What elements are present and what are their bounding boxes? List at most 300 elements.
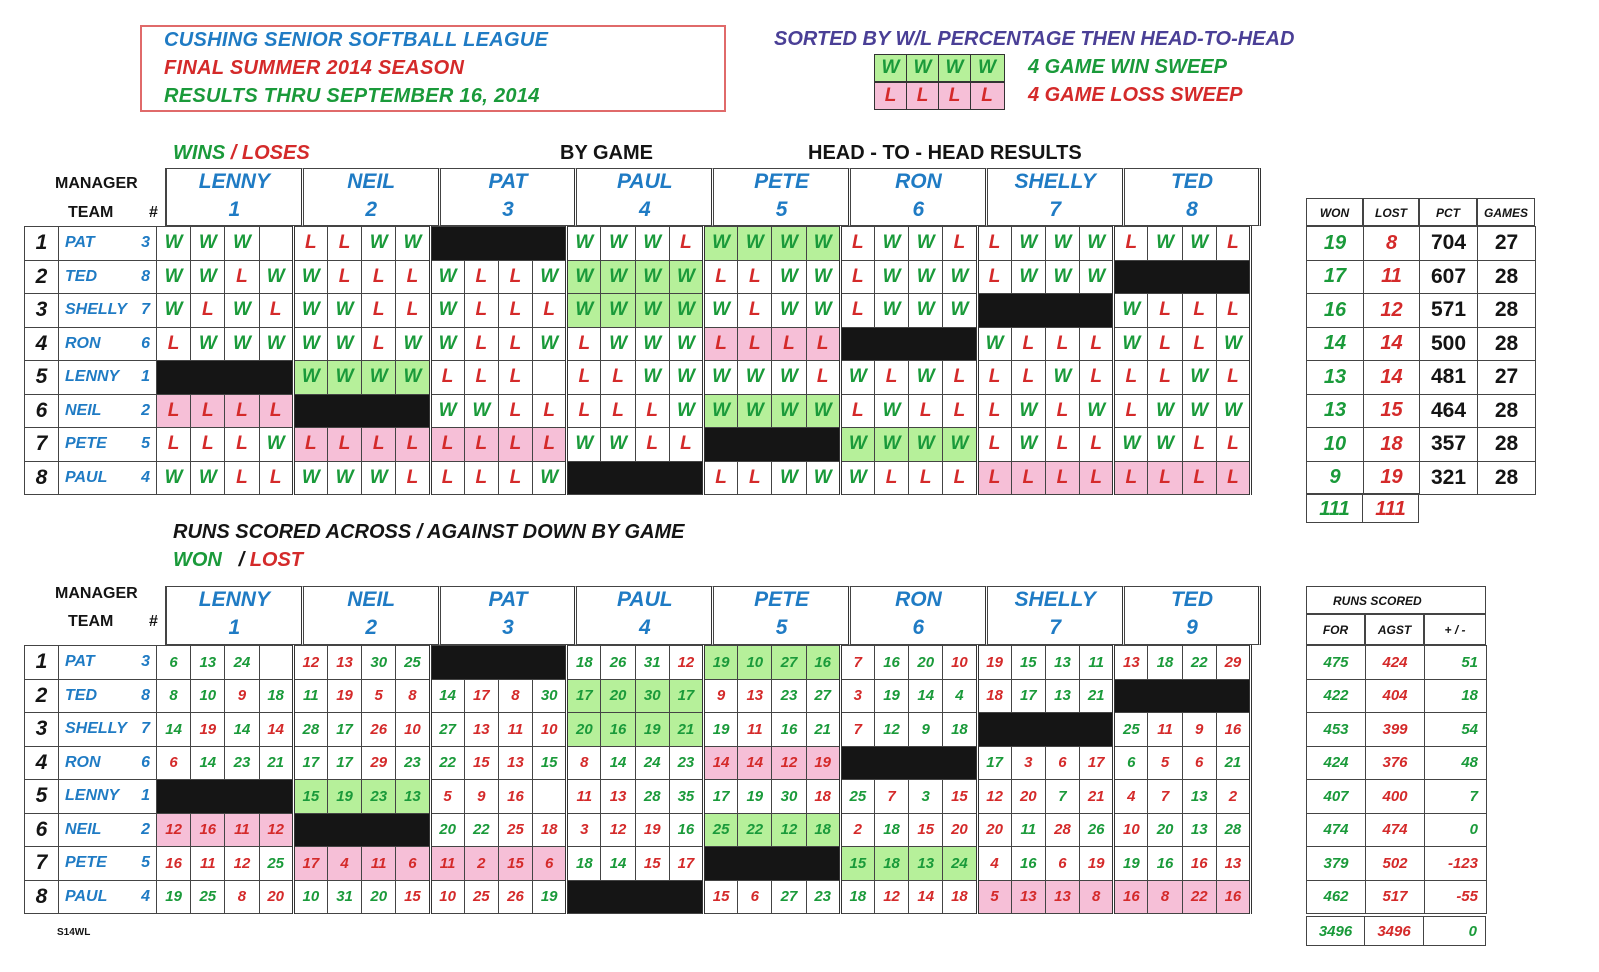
runs-header-plusminus: + / -	[1424, 614, 1486, 645]
stat-header-pct: PCT	[1419, 198, 1477, 226]
game-cell: 15	[840, 847, 874, 881]
game-cell: W	[567, 428, 601, 462]
game-cell: L	[498, 294, 532, 328]
game-cell: W	[669, 294, 703, 328]
self-matchup-block	[1114, 260, 1251, 294]
table-row	[25, 880, 1251, 914]
grand-total-for: 3496	[1306, 916, 1365, 946]
by-game-label: BY GAME	[560, 142, 653, 164]
game-cell: L	[1080, 361, 1114, 395]
runs-title: RUNS SCORED ACROSS / AGAINST DOWN BY GAME	[173, 521, 685, 543]
game-cell: 2	[840, 813, 874, 847]
hash-label: #	[149, 204, 158, 221]
game-cell: 14	[704, 746, 738, 780]
game-cell: W	[840, 428, 874, 462]
game-cell: L	[327, 428, 361, 462]
game-cell: 17	[704, 780, 738, 814]
game-cell: 22	[430, 746, 464, 780]
game-cell: L	[977, 260, 1011, 294]
grand-total-diff: 0	[1424, 916, 1486, 946]
game-cell: W	[635, 260, 669, 294]
game-cell: L	[1011, 361, 1045, 395]
team-number-cell: 3	[133, 646, 157, 680]
manager-name: TED	[1170, 170, 1213, 193]
table-row	[25, 713, 1251, 747]
game-cell: W	[806, 461, 840, 495]
game-cell: W	[1148, 394, 1182, 428]
game-cell: 25	[191, 880, 225, 914]
game-cell: L	[943, 461, 977, 495]
rank-cell: 5	[25, 361, 59, 395]
game-cell: L	[909, 394, 943, 428]
game-cell: 13	[1216, 847, 1250, 881]
game-cell: 31	[635, 646, 669, 680]
game-cell: W	[738, 361, 772, 395]
team-number-cell: 1	[133, 780, 157, 814]
game-cell: L	[1114, 227, 1148, 261]
runs-agst: 517	[1366, 880, 1425, 914]
game-cell: W	[1148, 227, 1182, 261]
game-cell: 14	[259, 713, 293, 747]
legend-w-2: W	[907, 55, 939, 81]
table-row	[25, 646, 1251, 680]
game-cell: W	[157, 227, 191, 261]
standings-won: 17	[1307, 260, 1364, 294]
game-cell: 13	[1045, 646, 1079, 680]
game-cell: W	[1080, 260, 1114, 294]
game-cell: 7	[1045, 780, 1079, 814]
league-title: CUSHING SENIOR SOFTBALL LEAGUE	[164, 29, 549, 51]
game-cell: W	[1011, 227, 1045, 261]
title-box	[140, 25, 726, 112]
game-cell: W	[806, 394, 840, 428]
team-label: TEAM	[68, 204, 114, 221]
game-cell: W	[704, 394, 738, 428]
game-cell: 19	[1114, 847, 1148, 881]
game-cell: L	[1080, 327, 1114, 361]
game-cell: 15	[464, 746, 498, 780]
game-cell: 21	[669, 713, 703, 747]
rank-cell: 2	[25, 260, 59, 294]
game-cell: 18	[806, 813, 840, 847]
standings-pct: 481	[1420, 361, 1478, 395]
game-cell: 7	[874, 780, 908, 814]
manager-label: MANAGER	[55, 175, 138, 192]
game-cell: L	[977, 227, 1011, 261]
game-cell: 20	[909, 646, 943, 680]
game-cell: L	[430, 461, 464, 495]
standings-games: 28	[1478, 428, 1536, 462]
game-cell: 10	[738, 646, 772, 680]
manager-name: PETE	[754, 170, 810, 193]
game-cell: L	[943, 394, 977, 428]
game-cell: W	[327, 461, 361, 495]
rank-cell: 6	[25, 813, 59, 847]
legend-l-3: L	[939, 83, 971, 109]
self-matchup-block	[293, 813, 430, 847]
game-cell: 6	[533, 847, 567, 881]
team-name-cell: TED	[59, 679, 133, 713]
game-cell: 8	[498, 679, 532, 713]
game-cell: L	[327, 260, 361, 294]
standings-games: 27	[1478, 361, 1536, 395]
game-cell: W	[362, 461, 396, 495]
game-cell: 12	[669, 646, 703, 680]
game-cell: L	[1182, 327, 1216, 361]
game-cell: 23	[362, 780, 396, 814]
team-name-cell: SHELLY	[59, 713, 133, 747]
standings-won: 13	[1307, 394, 1364, 428]
game-cell: W	[806, 227, 840, 261]
game-cell: 17	[1011, 679, 1045, 713]
game-cell: L	[738, 327, 772, 361]
game-cell: 6	[157, 646, 191, 680]
total-won: 111	[1306, 493, 1363, 523]
game-cell: W	[327, 327, 361, 361]
game-cell: L	[464, 461, 498, 495]
manager-number: 4	[638, 616, 651, 639]
runs-row	[1307, 713, 1487, 747]
game-cell: 15	[704, 880, 738, 914]
manager-number: 1	[228, 616, 241, 639]
legend-w-4: W	[978, 57, 996, 78]
game-cell	[533, 361, 567, 395]
game-cell: W	[293, 461, 327, 495]
game-cell: L	[1114, 461, 1148, 495]
game-cell: 25	[464, 880, 498, 914]
team-name-cell: PAUL	[59, 880, 133, 914]
standings-games: 27	[1478, 227, 1536, 261]
standings-games: 28	[1478, 394, 1536, 428]
game-cell: 17	[464, 679, 498, 713]
manager-number: 3	[502, 198, 514, 221]
manager-name: PAT	[488, 170, 528, 193]
game-cell: W	[259, 260, 293, 294]
team-number-cell: 5	[133, 847, 157, 881]
game-cell: L	[191, 394, 225, 428]
game-cell: 9	[704, 679, 738, 713]
game-cell: 7	[840, 646, 874, 680]
game-cell: 15	[1011, 646, 1045, 680]
head-to-head-table	[24, 226, 1252, 495]
self-matchup-block	[567, 461, 704, 495]
runs-for: 424	[1307, 746, 1366, 780]
game-cell: 11	[362, 847, 396, 881]
game-cell: 16	[1216, 713, 1250, 747]
game-cell: 20	[259, 880, 293, 914]
runs-header-agst: AGST	[1365, 614, 1424, 645]
game-cell: 3	[1011, 746, 1045, 780]
manager-name: TED	[1170, 588, 1213, 611]
runs-diff: -123	[1425, 847, 1487, 881]
season-title: FINAL SUMMER 2014 SEASON	[164, 57, 465, 79]
team-name-cell: RON	[59, 327, 133, 361]
manager-name: SHELLY	[1014, 170, 1096, 193]
standings-won: 16	[1307, 294, 1364, 328]
game-cell: 15	[533, 746, 567, 780]
rank-cell: 2	[25, 679, 59, 713]
game-cell: 18	[977, 679, 1011, 713]
game-cell: W	[430, 327, 464, 361]
game-cell: W	[327, 294, 361, 328]
self-matchup-block	[293, 394, 430, 428]
footer-code: S14WL	[57, 927, 91, 938]
game-cell: L	[396, 428, 430, 462]
game-cell: L	[327, 227, 361, 261]
game-cell: 13	[464, 713, 498, 747]
standings-pct: 704	[1420, 227, 1478, 261]
game-cell: W	[1216, 327, 1250, 361]
team-number-cell: 8	[133, 679, 157, 713]
game-cell: L	[1148, 361, 1182, 395]
manager-name: SHELLY	[1014, 588, 1096, 611]
game-cell: 26	[1080, 813, 1114, 847]
manager-name: LENNY	[198, 588, 270, 611]
legend-l-1: L	[875, 83, 907, 109]
game-cell: 19	[977, 646, 1011, 680]
manager-name: NEIL	[347, 170, 396, 193]
game-cell: 16	[1216, 880, 1250, 914]
self-matchup-block	[157, 780, 294, 814]
manager-number: 2	[365, 198, 378, 221]
game-cell: L	[498, 461, 532, 495]
manager-number: 9	[1186, 616, 1198, 639]
game-cell: 17	[977, 746, 1011, 780]
game-cell: W	[772, 361, 806, 395]
game-cell: 28	[1045, 813, 1079, 847]
game-cell: W	[396, 227, 430, 261]
game-cell: L	[1011, 461, 1045, 495]
game-cell: W	[157, 260, 191, 294]
self-matchup-block	[567, 880, 704, 914]
self-matchup-block	[977, 713, 1114, 747]
game-cell: 6	[1114, 746, 1148, 780]
game-cell: 16	[1182, 847, 1216, 881]
game-cell: L	[840, 394, 874, 428]
game-cell: L	[806, 327, 840, 361]
game-cell: W	[362, 361, 396, 395]
team-number-cell: 2	[133, 813, 157, 847]
loses-label: LOSES	[241, 142, 310, 164]
game-cell: L	[533, 428, 567, 462]
game-cell: W	[669, 260, 703, 294]
game-cell: W	[738, 227, 772, 261]
game-cell: W	[1045, 227, 1079, 261]
game-cell: W	[601, 327, 635, 361]
game-cell: 14	[909, 679, 943, 713]
team-number-cell: 7	[133, 294, 157, 328]
game-cell: W	[157, 294, 191, 328]
game-cell: L	[704, 461, 738, 495]
runs-for: 462	[1307, 880, 1366, 914]
game-cell: W	[874, 428, 908, 462]
game-cell: L	[259, 461, 293, 495]
grand-total-agst: 3496	[1365, 916, 1424, 946]
standings-row	[1307, 227, 1536, 261]
game-cell: 28	[1216, 813, 1250, 847]
game-cell: 11	[498, 713, 532, 747]
game-cell: 9	[1182, 713, 1216, 747]
runs-agst: 400	[1366, 780, 1425, 814]
runs-header-for: FOR	[1306, 614, 1365, 645]
game-cell: L	[1045, 327, 1079, 361]
table-row	[25, 260, 1251, 294]
team-name-cell: PAT	[59, 646, 133, 680]
manager-name: PAT	[488, 588, 528, 611]
game-cell: 18	[1148, 646, 1182, 680]
game-cell: 5	[1148, 746, 1182, 780]
team-number-cell: 4	[133, 880, 157, 914]
game-cell: 16	[157, 847, 191, 881]
table-row	[25, 227, 1251, 261]
game-cell: L	[567, 361, 601, 395]
game-cell: L	[704, 260, 738, 294]
game-cell: L	[635, 394, 669, 428]
game-cell: 13	[1045, 679, 1079, 713]
game-cell: L	[191, 294, 225, 328]
game-cell: 17	[669, 679, 703, 713]
game-cell: L	[1216, 294, 1250, 328]
rank-cell: 8	[25, 880, 59, 914]
game-cell: 16	[806, 646, 840, 680]
game-cell: 17	[327, 746, 361, 780]
game-cell: W	[874, 260, 908, 294]
game-cell: 12	[874, 880, 908, 914]
game-cell: 18	[567, 646, 601, 680]
game-cell: 2	[464, 847, 498, 881]
game-cell: W	[772, 227, 806, 261]
runs-agst: 474	[1366, 813, 1425, 847]
results-date: RESULTS THRU SEPTEMBER 16, 2014	[164, 85, 540, 107]
game-cell: 8	[396, 679, 430, 713]
game-cell: 23	[225, 746, 259, 780]
standings-won: 19	[1307, 227, 1364, 261]
standings-row	[1307, 394, 1536, 428]
wl-totals	[1306, 493, 1419, 524]
game-cell: 10	[430, 880, 464, 914]
rank-cell: 3	[25, 713, 59, 747]
game-cell: W	[533, 461, 567, 495]
sort-note: SORTED BY W/L PERCENTAGE THEN HEAD-TO-HEAD	[774, 28, 1295, 50]
manager-number: 5	[775, 616, 788, 639]
game-cell: 9	[909, 713, 943, 747]
game-cell: 26	[362, 713, 396, 747]
standings-row	[1307, 361, 1536, 395]
team-name-cell: PETE	[59, 847, 133, 881]
game-cell: L	[1080, 461, 1114, 495]
game-cell: 18	[840, 880, 874, 914]
game-cell: 13	[1182, 780, 1216, 814]
game-cell: 12	[157, 813, 191, 847]
table-row	[25, 780, 1251, 814]
game-cell: 21	[1080, 679, 1114, 713]
game-cell: 16	[1148, 847, 1182, 881]
standings-row	[1307, 461, 1536, 495]
game-cell: W	[772, 461, 806, 495]
game-cell: 11	[430, 847, 464, 881]
game-cell: 21	[1080, 780, 1114, 814]
rank-cell: 4	[25, 327, 59, 361]
standings-pct: 321	[1420, 461, 1478, 495]
game-cell: L	[498, 394, 532, 428]
game-cell: L	[1182, 461, 1216, 495]
game-cell: 6	[396, 847, 430, 881]
game-cell: W	[669, 327, 703, 361]
manager-number: 4	[638, 198, 651, 221]
game-cell: L	[430, 361, 464, 395]
team-number-cell: 3	[133, 227, 157, 261]
game-cell: W	[191, 461, 225, 495]
game-cell: 30	[772, 780, 806, 814]
game-cell: L	[157, 394, 191, 428]
game-cell: W	[909, 294, 943, 328]
game-cell: L	[601, 361, 635, 395]
game-cell: 21	[806, 713, 840, 747]
wins-label: WINS	[173, 142, 226, 164]
game-cell: 20	[362, 880, 396, 914]
game-cell: W	[738, 394, 772, 428]
runs-for: 474	[1307, 813, 1366, 847]
runs-diff: 7	[1425, 780, 1487, 814]
game-cell: 10	[1114, 813, 1148, 847]
manager-number: 8	[1186, 198, 1198, 221]
game-cell: L	[943, 361, 977, 395]
game-cell: 10	[533, 713, 567, 747]
table-row	[25, 294, 1251, 328]
standings-lost: 19	[1364, 461, 1420, 495]
game-cell: W	[909, 361, 943, 395]
game-cell: 21	[259, 746, 293, 780]
table-row	[25, 394, 1251, 428]
standings-lost: 11	[1364, 260, 1420, 294]
game-cell: L	[362, 260, 396, 294]
game-cell: 4	[977, 847, 1011, 881]
game-cell: L	[1080, 428, 1114, 462]
game-cell: L	[293, 227, 327, 261]
game-cell: 18	[874, 847, 908, 881]
rank-cell: 5	[25, 780, 59, 814]
game-cell: L	[772, 327, 806, 361]
game-cell: L	[498, 260, 532, 294]
team-number-cell: 4	[133, 461, 157, 495]
game-cell: 23	[396, 746, 430, 780]
game-cell: 8	[225, 880, 259, 914]
game-cell: 18	[806, 780, 840, 814]
game-cell: L	[874, 461, 908, 495]
game-cell: L	[704, 327, 738, 361]
game-cell: 7	[1148, 780, 1182, 814]
game-cell: W	[1114, 294, 1148, 328]
runs-for: 407	[1307, 780, 1366, 814]
manager-number: 2	[365, 616, 378, 639]
game-cell: L	[430, 428, 464, 462]
game-cell: 19	[874, 679, 908, 713]
loss-sweep-label: 4 GAME LOSS SWEEP	[1028, 84, 1243, 106]
game-cell: L	[1216, 428, 1250, 462]
game-cell: 19	[1080, 847, 1114, 881]
game-cell: L	[635, 428, 669, 462]
team-number-cell: 2	[133, 394, 157, 428]
rank-cell: 7	[25, 847, 59, 881]
game-cell: 13	[1011, 880, 1045, 914]
game-cell: W	[1216, 394, 1250, 428]
wins-loses-caption	[173, 142, 310, 165]
game-cell: 11	[293, 679, 327, 713]
game-cell: 13	[1182, 813, 1216, 847]
game-cell: L	[840, 294, 874, 328]
game-cell: 14	[601, 847, 635, 881]
game-cell: 25	[396, 646, 430, 680]
